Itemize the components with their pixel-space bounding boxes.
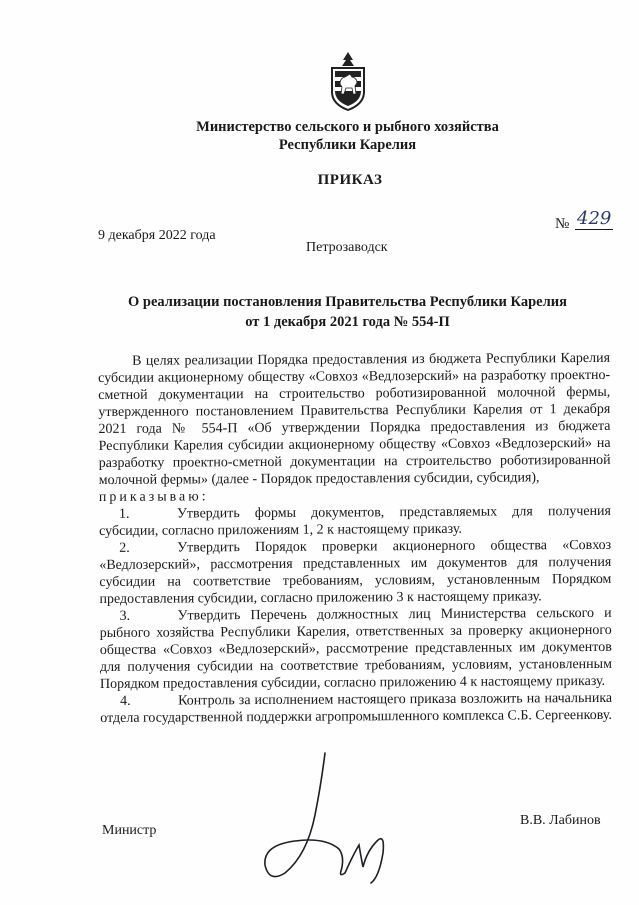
signer-name: В.В. Лабинов — [520, 813, 601, 828]
order-word: приказываю: — [98, 489, 209, 505]
ministry-name-line1: Министерство сельского и рыбного хозяйства — [196, 119, 499, 135]
list-item — [100, 690, 612, 727]
document-title-line2: от 1 декабря 2021 года № 554-П — [245, 314, 450, 330]
signer-role: Министр — [102, 823, 157, 838]
item-number: 3. — [119, 608, 131, 624]
list-item — [100, 605, 613, 693]
item-number: 1. — [118, 506, 130, 522]
karelia-coat-of-arms-icon — [326, 50, 370, 112]
preamble-text: В целях реализации Порядка предоставления из бюджета Республики Карелия субсидии акционерному обществу «Совхоз «Ведлозерский» на разработку проектно-сметной документации на строительство роботизированной молочной фермы, утвержденного постановлением Правительства Республики Карелия от 1 декабря 2021 года № 554-П «Об утверждении Порядка предоставления из бюджета Республики Карелия субсидии акционерному обществу «Совхоз «Ведлозерский» на разработку проектно-сметной документации на строительство роботизированной молочной фермы» (далее - Порядок предоставления субсидии, субсидия), — [98, 350, 611, 488]
document-body — [98, 350, 612, 727]
document-number-sign: № — [555, 216, 570, 232]
ministry-name-line2: Республики Карелия — [278, 137, 417, 153]
document-title-line1: О реализации постановления Правительства Республики Карелия — [128, 294, 567, 310]
item-number: 2. — [119, 540, 130, 556]
document-number: 429 — [577, 208, 612, 229]
document-date: 9 декабря 2022 года — [98, 228, 216, 243]
handwritten-signature — [255, 745, 415, 885]
document-type-heading: ПРИКАЗ — [317, 172, 383, 188]
item-text: Утвердить формы документов, представляемых для получения субсидии, согласно приложениям 1, 2 к настоящему приказу. — [99, 503, 612, 539]
list-item — [99, 503, 611, 540]
document-city: Петрозаводск — [306, 240, 388, 255]
item-number: 4. — [120, 693, 131, 709]
list-item — [99, 537, 611, 608]
item-text: Утвердить Перечень должностных лиц Министерства сельского и рыбного хозяйства Республики Карелия, ответственных за проверку акционерного общества «Совхоз «Ведлозерский», рассмотрение представленных им документов для получения субсидии на соответствие требованиям, условиям, установленным Порядком предоставления субсидии, согласно приложению 4 к настоящему приказу. — [99, 605, 612, 692]
item-text: Контроль за исполнением настоящего приказа возложить на начальника отдела государственной поддержки агропромышленного комплекса С.Б. Сергеенкову. — [100, 690, 613, 726]
item-text: Утвердить Порядок проверки акционерного общества «Совхоз «Ведлозерский», рассмотрения представленных им документов для получения субсидии на соответствие требованиям, условиям, установленным Порядком предоставления субсидии, согласно приложению 3 к настоящему приказу. — [99, 537, 612, 607]
preamble-paragraph — [98, 350, 611, 489]
